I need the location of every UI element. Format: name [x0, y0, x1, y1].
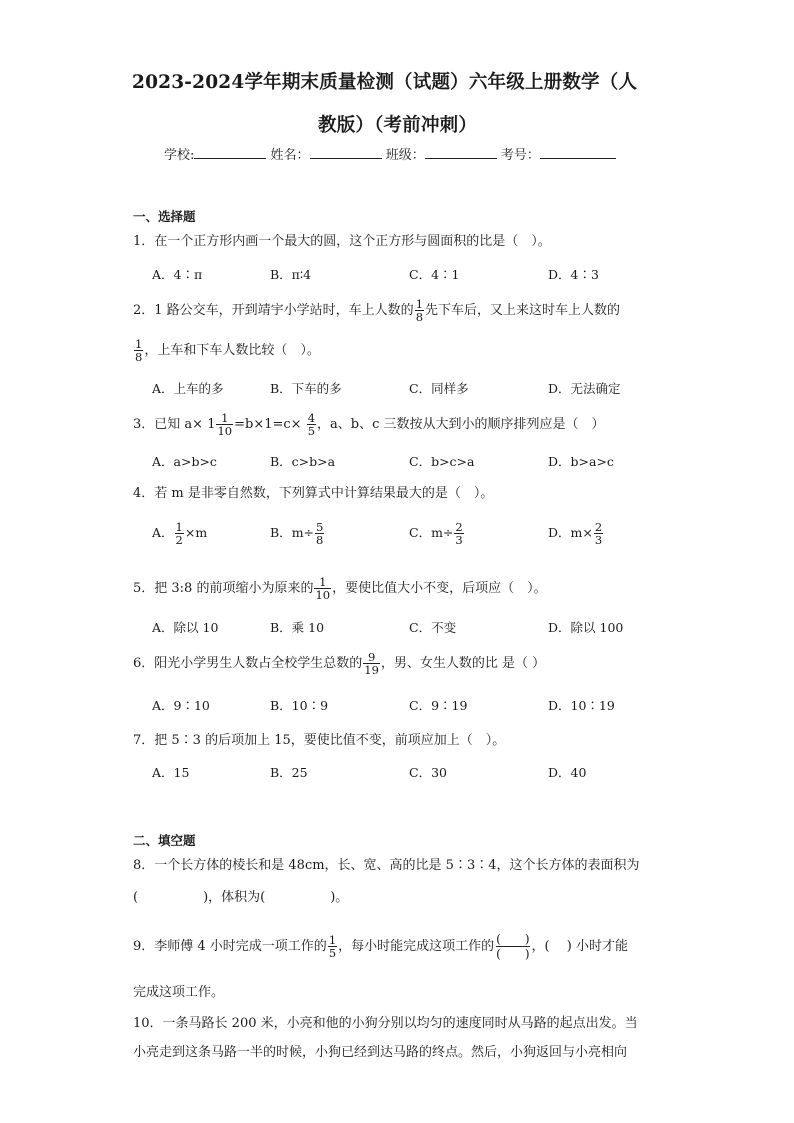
q2-option-c[interactable]: C．同样多 — [409, 381, 469, 396]
q5-text-pre: 5．把 3:8 的前项缩小为原来的 — [133, 581, 314, 596]
q1-option-a[interactable]: A．4∶π — [152, 267, 203, 282]
q4-option-b-fraction: $\frac{5}{8}$ — [316, 520, 324, 547]
q3-fraction-1: $\frac{1}{10}$ — [217, 411, 233, 438]
q9-answer-fraction-blank[interactable]: $\frac{( )}{( )}$ — [496, 932, 530, 961]
school-label: 学校: — [164, 148, 195, 163]
q5-fraction: $\frac{1}{10}$ — [315, 575, 331, 602]
question-2-line2 — [133, 338, 320, 363]
page-title-line1: 2023-2024学年期末质量检测（试题）六年级上册数学（人 — [132, 72, 638, 93]
q2-option-d[interactable]: D．无法确定 — [548, 381, 621, 396]
q2-text-mid: 先下车后，又上来这时车上人数的 — [425, 303, 621, 318]
q3-option-a[interactable]: A．a>b>c — [152, 454, 217, 469]
q3-text-post: ，a、b、c 三数按从大到小的顺序排列应是（ ） — [317, 417, 605, 432]
q3-mixed-whole: 1 — [207, 417, 216, 432]
question-9-line2: 完成这项工作。 — [133, 985, 225, 1000]
q7-option-d[interactable]: D．40 — [548, 765, 587, 780]
q6-option-a[interactable]: A．9∶10 — [152, 698, 210, 713]
q5-option-d[interactable]: D．除以 100 — [548, 620, 624, 635]
q6-text-pre: 6．阳光小学男生人数占全校学生总数的 — [133, 656, 363, 671]
q5-text-post: ，要使比值大小不变，后项应（ ）。 — [332, 581, 547, 596]
q4-option-c-fraction: $\frac{2}{3}$ — [455, 520, 463, 547]
q9-text-post: ，( ) 小时才能 — [531, 939, 628, 954]
q3-option-c[interactable]: C．b>c>a — [409, 454, 475, 469]
question-3 — [133, 412, 605, 437]
question-6 — [133, 651, 545, 676]
q2-option-a[interactable]: A．上车的多 — [152, 381, 224, 396]
q7-option-c[interactable]: C．30 — [409, 765, 447, 780]
question-8-line2[interactable]: ( )，体积为( )。 — [133, 890, 349, 905]
exam-number-blank[interactable] — [540, 146, 616, 159]
q2-fraction-2: $\frac{1}{8}$ — [135, 337, 143, 364]
q3-text-pre: 3．已知 a× — [133, 417, 204, 432]
class-label: 班级： — [385, 148, 425, 163]
question-9-line1 — [133, 932, 628, 961]
q3-option-b[interactable]: B．c>b>a — [270, 454, 336, 469]
q4-option-c[interactable]: C．m÷ $\frac{2}{3}$ — [409, 520, 463, 547]
q3-fraction-2: $\frac{4}{5}$ — [307, 411, 316, 438]
q7-option-a[interactable]: A．15 — [152, 765, 190, 780]
q4-option-a-fraction: $\frac{1}{2}$ — [175, 520, 183, 547]
q9-text-mid: ，每小时能完成这项工作的 — [338, 939, 495, 954]
q3-text-mid: =b×1=c× — [234, 417, 302, 432]
question-5 — [133, 576, 547, 601]
q6-option-c[interactable]: C．9∶19 — [409, 698, 468, 713]
q3-option-d[interactable]: D．b>a>c — [548, 454, 614, 469]
q5-option-a[interactable]: A．除以 10 — [152, 620, 219, 635]
q4-option-d-fraction: $\frac{2}{3}$ — [594, 520, 603, 547]
question-7: 7．把 5∶3 的后项加上 15，要使比值不变，前项应加上（ ）。 — [133, 733, 506, 748]
q6-fraction: $\frac{9}{19}$ — [364, 650, 379, 677]
question-10-line1: 10．一条马路长 200 米，小亮和他的小狗分别以均匀的速度同时从马路的起点出发。当 — [133, 1016, 638, 1031]
q9-text-pre: 9．李师傅 4 小时完成一项工作的 — [133, 939, 327, 954]
q4-option-a[interactable]: A． $\frac{1}{2}$ ×m — [152, 520, 208, 547]
q9-fraction: $\frac{1}{5}$ — [328, 933, 337, 960]
q6-option-b[interactable]: B．10∶9 — [270, 698, 329, 713]
class-blank[interactable] — [425, 146, 497, 159]
exam-number-label: 考号： — [500, 148, 540, 163]
page-title-line2: 教版）（考前冲刺） — [318, 115, 478, 136]
q2-text-post: ，上车和下车人数比较（ ）。 — [144, 343, 320, 358]
q1-option-d[interactable]: D．4∶3 — [548, 267, 599, 282]
q4-option-d[interactable]: D．m× $\frac{2}{3}$ — [548, 520, 603, 547]
q6-option-d[interactable]: D．10∶19 — [548, 698, 615, 713]
question-1: 1．在一个正方形内画一个最大的圆，这个正方形与圆面积的比是（ ）。 — [133, 234, 551, 249]
name-blank[interactable] — [310, 146, 382, 159]
q2-text-pre: 2．1 路公交车，开到靖宇小学站时，车上人数的 — [133, 303, 414, 318]
q1-option-c[interactable]: C．4∶1 — [409, 267, 460, 282]
q1-option-b[interactable]: B．π∶4 — [270, 267, 312, 282]
q5-option-b[interactable]: B．乘 10 — [270, 620, 325, 635]
q5-option-c[interactable]: C．不变 — [409, 620, 457, 635]
q2-option-b[interactable]: B．下车的多 — [270, 381, 342, 396]
name-label: 姓名： — [270, 148, 310, 163]
question-2-line1 — [133, 298, 620, 323]
section-heading-choice: 一、选择题 — [133, 209, 196, 224]
student-info-row — [164, 144, 616, 163]
question-10-line2: 小亮走到这条马路一半的时候，小狗已经到达马路的终点。然后，小狗返回与小亮相向 — [133, 1045, 628, 1060]
section-heading-fill-blank: 二、填空题 — [133, 833, 196, 848]
question-4: 4．若 m 是非零自然数，下列算式中计算结果最大的是（ ）。 — [133, 486, 494, 501]
question-8-line1: 8．一个长方体的棱长和是 48cm，长、宽、高的比是 5∶3∶4，这个长方体的表面积为 — [133, 858, 640, 873]
q6-text-post: ，男、女生人数的比 是（ ） — [380, 656, 546, 671]
school-blank[interactable] — [194, 146, 266, 159]
q4-option-b[interactable]: B．m÷ $\frac{5}{8}$ — [270, 520, 324, 547]
q7-option-b[interactable]: B．25 — [270, 765, 308, 780]
q2-fraction-1: $\frac{1}{8}$ — [415, 297, 424, 324]
